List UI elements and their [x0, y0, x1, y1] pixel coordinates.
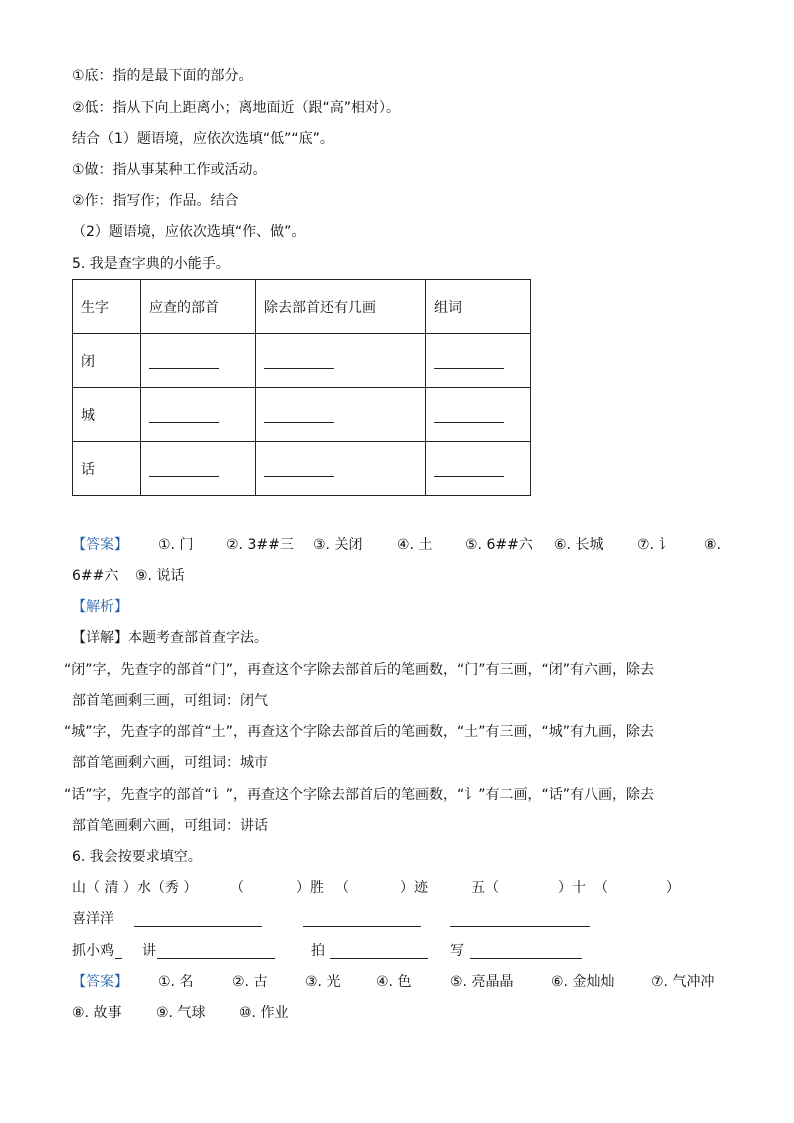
answer-item: ⑥. 金灿灿 [551, 974, 615, 990]
table-header-cell: 除去部首还有几画 [256, 280, 426, 334]
answer-blank[interactable] [134, 910, 262, 927]
text-line: ①做：指从事某种工作或活动。 [72, 162, 267, 178]
answer-item: ⑤. 亮晶晶 [450, 974, 514, 990]
fill-label: 讲 [142, 943, 156, 959]
answer-item: 6##六 [72, 568, 119, 584]
answer-blank[interactable] [426, 334, 531, 388]
answer-item: ①. 门 [158, 537, 194, 553]
fill-text: ） [666, 880, 680, 896]
answer-blank[interactable] [256, 388, 426, 442]
answer-item: ①. 名 [158, 974, 194, 990]
radical-lookup-table [72, 279, 531, 496]
fill-text: 山（ 清 ）水（秀 ） [72, 880, 198, 896]
underline [115, 942, 122, 959]
answer-item: ⑦. 气冲冲 [651, 974, 715, 990]
answer-blank[interactable] [141, 442, 256, 496]
answer-item: ⑧. 故事 [72, 1005, 122, 1021]
analysis-paragraph: “话”字，先查字的部首“讠”，再查这个字除去部首后的笔画数，“讠”有二画，“话”有八画，除去 [64, 787, 655, 803]
answer-blank[interactable] [256, 334, 426, 388]
table-header-row [73, 280, 531, 334]
table-cell-char: 城 [73, 388, 141, 442]
fill-text: （ [594, 880, 608, 896]
analysis-paragraph: 部首笔画剩六画，可组词：讲话 [72, 818, 268, 834]
answer-tag: 【答案】 [72, 537, 128, 553]
text-line: ②作：指写作；作品。结合 [72, 193, 239, 209]
table-header-cell: 组词 [426, 280, 531, 334]
table-row [73, 388, 531, 442]
answer-blank[interactable] [141, 334, 256, 388]
answer-item: ②. 3##三 [226, 537, 294, 553]
table-row [73, 334, 531, 388]
table-cell-char: 话 [73, 442, 141, 496]
analysis-paragraph: “城”字，先查字的部首“土”，再查这个字除去部首后的笔画数，“土”有三画，“城”有九画，除去 [64, 724, 655, 740]
answer-item: ⑥. 长城 [554, 537, 604, 553]
fill-text: （ [335, 880, 349, 896]
table-header-cell: 应查的部首 [141, 280, 256, 334]
analysis-detail: 【详解】本题考查部首查字法。 [72, 630, 268, 646]
answer-blank[interactable] [450, 910, 590, 927]
fill-text: ）迹 [400, 880, 428, 896]
answer-item: ③. 关闭 [313, 537, 363, 553]
answer-item: ④. 土 [397, 537, 433, 553]
answer-item: ⑤. 6##六 [465, 537, 533, 553]
answer-item: ③. 光 [305, 974, 341, 990]
question-title: 5. 我是查字典的小能手。 [72, 256, 230, 272]
analysis-paragraph: “闭”字，先查字的部首“门”，再查这个字除去部首后的笔画数，“门”有三画，“闭”有六画，除去 [64, 662, 655, 678]
fill-text: 五（ [471, 880, 499, 896]
answer-item: ④. 色 [376, 974, 412, 990]
answer-blank[interactable] [141, 388, 256, 442]
fill-label: 喜洋洋 [72, 911, 114, 927]
answer-item: ⑦. 讠 [637, 537, 673, 553]
fill-text: ）十 [558, 880, 586, 896]
fill-label: 抓小鸡 [72, 943, 114, 959]
text-line: ①底：指的是最下面的部分。 [72, 68, 253, 84]
answer-blank[interactable] [303, 910, 421, 927]
answer-item: ②. 古 [232, 974, 268, 990]
fill-label: 拍 [311, 943, 325, 959]
answer-item: ⑧. [704, 537, 722, 553]
answer-blank[interactable] [330, 942, 428, 959]
answer-item: ⑩. 作业 [239, 1005, 289, 1021]
analysis-tag: 【解析】 [72, 599, 128, 615]
fill-text: ）胜 [296, 880, 324, 896]
answer-blank[interactable] [157, 942, 275, 959]
text-line: （2）题语境，应依次选填“作、做”。 [72, 224, 306, 240]
answer-blank[interactable] [256, 442, 426, 496]
text-line: ②低：指从下向上距离小；离地面近（跟“高”相对）。 [72, 100, 401, 116]
analysis-paragraph: 部首笔画剩三画，可组词：闭气 [72, 693, 268, 709]
table-cell-char: 闭 [73, 334, 141, 388]
fill-text: （ [230, 880, 244, 896]
answer-tag: 【答案】 [72, 974, 128, 990]
answer-blank[interactable] [470, 942, 582, 959]
analysis-paragraph: 部首笔画剩六画，可组词：城市 [72, 755, 268, 771]
answer-blank[interactable] [426, 442, 531, 496]
table-header-cell: 生字 [73, 280, 141, 334]
text-line: 结合（1）题语境，应依次选填“低”“底”。 [72, 131, 334, 147]
answer-blank[interactable] [426, 388, 531, 442]
table-row [73, 442, 531, 496]
answer-item: ⑨. 说话 [135, 568, 185, 584]
question-title: 6. 我会按要求填空。 [72, 849, 202, 865]
fill-label: 写 [450, 943, 464, 959]
answer-item: ⑨. 气球 [156, 1005, 206, 1021]
